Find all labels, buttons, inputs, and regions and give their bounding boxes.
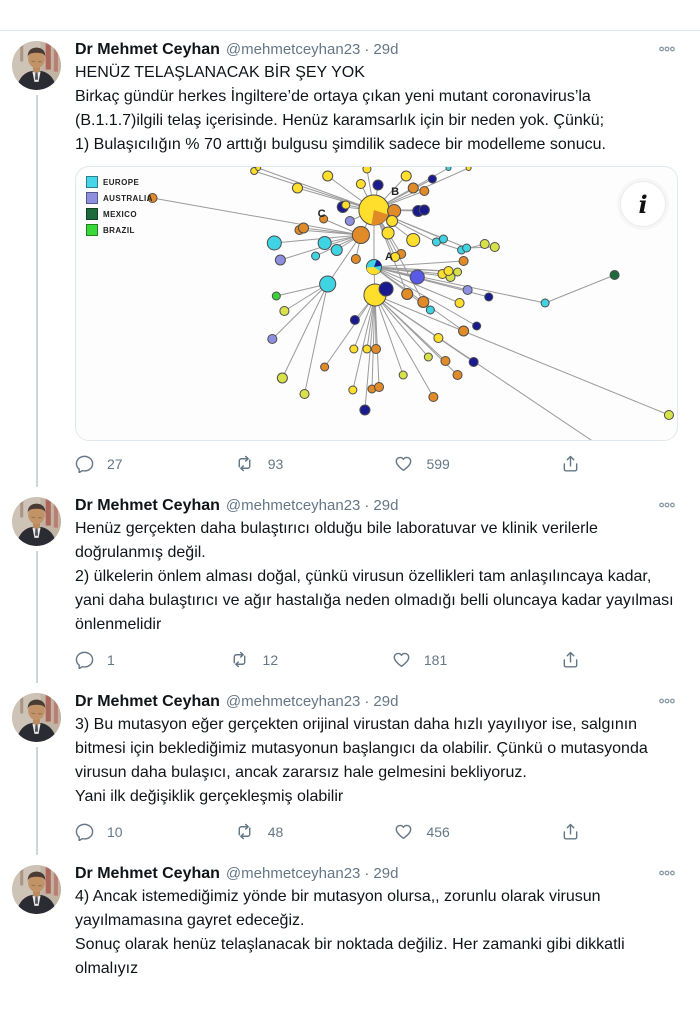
like-button[interactable] <box>392 650 447 669</box>
network-graph <box>76 167 677 440</box>
tweet-3 <box>0 683 700 855</box>
share-button[interactable] <box>561 822 580 841</box>
legend-swatch <box>86 192 98 204</box>
share-button[interactable] <box>561 454 580 473</box>
avatar[interactable] <box>12 497 61 546</box>
more-button[interactable] <box>656 867 678 883</box>
timestamp[interactable]: 29d <box>373 497 399 514</box>
legend-item <box>86 176 153 188</box>
legend-label: AUSTRALIA <box>103 193 153 203</box>
retweet-count: 93 <box>267 455 284 472</box>
reply-button[interactable] <box>75 650 115 669</box>
info-button[interactable]: i <box>620 181 666 227</box>
like-count: 181 <box>423 651 448 668</box>
timestamp[interactable]: 29d <box>373 865 399 882</box>
retweet-button[interactable] <box>234 822 284 841</box>
like-button[interactable] <box>394 454 449 473</box>
tweet-4-gutter <box>12 855 61 981</box>
retweet-button[interactable] <box>229 650 279 669</box>
more-ellipsis-icon <box>658 695 676 707</box>
thread-connector <box>36 551 38 683</box>
tweet-actions <box>75 650 580 669</box>
more-ellipsis-icon <box>658 499 676 511</box>
header-separator: · <box>364 693 370 710</box>
legend-item <box>86 208 153 220</box>
chart-legend <box>86 176 153 236</box>
profile-photo <box>12 41 61 90</box>
like-count: 456 <box>426 823 450 840</box>
tweet-text: Henüz gerçekten daha bulaştırıcı olduğu bile laboratuvar ve klinik verilerle doğrulanmış değil. 2) ülkelerin önlem alması doğal, çünkü virusun özellikleri tam anlaşılıncaya kadar, yani daha bulaştırıcı ve ağır hastalığa neden olmadığı belli oluncaya kadar yayılması önlenmelidir <box>75 520 674 633</box>
like-icon <box>392 650 411 669</box>
author-name[interactable]: Dr Mehmet Ceyhan <box>75 693 220 710</box>
avatar[interactable] <box>12 41 61 90</box>
legend-swatch <box>86 208 98 220</box>
tweet-header <box>75 41 678 59</box>
tweet-1 <box>0 31 700 487</box>
tweet-actions <box>75 454 580 473</box>
legend-item <box>86 192 153 204</box>
more-ellipsis-icon <box>658 43 676 55</box>
like-button[interactable] <box>394 822 449 841</box>
author-handle[interactable]: @mehmetceyhan23 <box>225 693 361 710</box>
author-handle[interactable]: @mehmetceyhan23 <box>225 865 361 882</box>
legend-label: MEXICO <box>103 209 137 219</box>
reply-count: 1 <box>107 651 115 668</box>
share-icon <box>561 822 580 841</box>
profile-photo <box>12 497 61 546</box>
tweet-4 <box>0 855 700 981</box>
thread-connector <box>36 747 38 855</box>
timestamp[interactable]: 29d <box>373 41 399 58</box>
tweet-header <box>75 497 678 515</box>
profile-photo <box>12 865 61 914</box>
tweet-media[interactable] <box>75 166 678 441</box>
tweet-3-content <box>61 683 678 855</box>
tweet-2-content <box>61 487 678 683</box>
reply-icon <box>75 650 94 669</box>
reply-icon <box>75 822 94 841</box>
tweet-4-content <box>61 855 678 981</box>
reply-button[interactable] <box>75 822 123 841</box>
tweet-text: 3) Bu mutasyon eğer gerçekten orijinal virustan daha hızlı yayılıyor ise, salgının bitmesi için beklediğimiz mutasyonun başlangıcı da olabilir. Çünkü o mutasyonda virusun daha bulaşıcı, ancak zararsız hale gelmesini bekliyoruz. Yani ilk değişiklik gerçekleşmiş olabilir <box>75 716 648 805</box>
retweet-count: 12 <box>262 651 279 668</box>
tweet-3-gutter <box>12 683 61 855</box>
share-button[interactable] <box>561 650 580 669</box>
profile-photo <box>12 693 61 742</box>
header-separator: · <box>364 497 370 514</box>
tweet-1-gutter <box>12 31 61 487</box>
more-ellipsis-icon <box>658 867 676 879</box>
svg-text:B: B <box>391 186 400 198</box>
retweet-icon <box>234 454 255 473</box>
like-icon <box>394 822 413 841</box>
author-handle[interactable]: @mehmetceyhan23 <box>225 497 361 514</box>
tweet-text: HENÜZ TELAŞLANACAK BİR ŞEY YOK Birkaç gündür herkes İngiltere’de ortaya çıkan yeni mutant coronavirus’la (B.1.1.7)ilgili telaş içerisinde. Henüz karamsarlık için bir neden yok. Çünkü; 1) Bulaşıcılığın % 70 arttığı bulgusu şimdilik sadece bir modelleme sonucu. <box>75 64 606 153</box>
author-name[interactable]: Dr Mehmet Ceyhan <box>75 41 220 58</box>
reply-count: 27 <box>107 455 123 472</box>
tweet-header <box>75 865 678 883</box>
tweet-text: 4) Ancak istemediğimiz yönde bir mutasyon olursa,, zorunlu olarak virusun yayılmamasına gayret edeceğiz. Sonuç olarak henüz telaşlanacak bir noktada değiliz. Her zamanki gibi dikkatli olmalıyız <box>75 888 625 977</box>
reply-button[interactable] <box>75 454 123 473</box>
tweet-2 <box>0 487 700 683</box>
author-name[interactable]: Dr Mehmet Ceyhan <box>75 865 220 882</box>
tweet-1-content <box>61 31 678 487</box>
tweet-actions <box>75 822 580 841</box>
retweet-count: 48 <box>267 823 284 840</box>
more-button[interactable] <box>656 499 678 515</box>
timestamp[interactable]: 29d <box>373 693 399 710</box>
svg-text:C: C <box>317 208 326 220</box>
tweet-thread <box>0 30 700 981</box>
legend-item <box>86 224 153 236</box>
retweet-icon <box>234 822 255 841</box>
share-icon <box>561 650 580 669</box>
legend-swatch <box>86 176 98 188</box>
share-icon <box>561 454 580 473</box>
more-button[interactable] <box>656 695 678 711</box>
retweet-icon <box>229 650 250 669</box>
tweet-header <box>75 693 678 711</box>
avatar[interactable] <box>12 865 61 914</box>
author-handle[interactable]: @mehmetceyhan23 <box>225 41 361 58</box>
legend-label: BRAZIL <box>103 225 135 235</box>
legend-label: EUROPE <box>103 177 140 187</box>
header-separator: · <box>364 41 370 58</box>
tweet-2-gutter <box>12 487 61 683</box>
header-separator: · <box>364 865 370 882</box>
avatar[interactable] <box>12 693 61 742</box>
retweet-button[interactable] <box>234 454 284 473</box>
reply-count: 10 <box>107 823 123 840</box>
author-name[interactable]: Dr Mehmet Ceyhan <box>75 497 220 514</box>
like-count: 599 <box>426 455 450 472</box>
thread-connector <box>36 95 38 487</box>
more-button[interactable] <box>656 43 678 59</box>
reply-icon <box>75 454 94 473</box>
legend-swatch <box>86 224 98 236</box>
like-icon <box>394 454 413 473</box>
svg-text:A: A <box>385 251 394 263</box>
